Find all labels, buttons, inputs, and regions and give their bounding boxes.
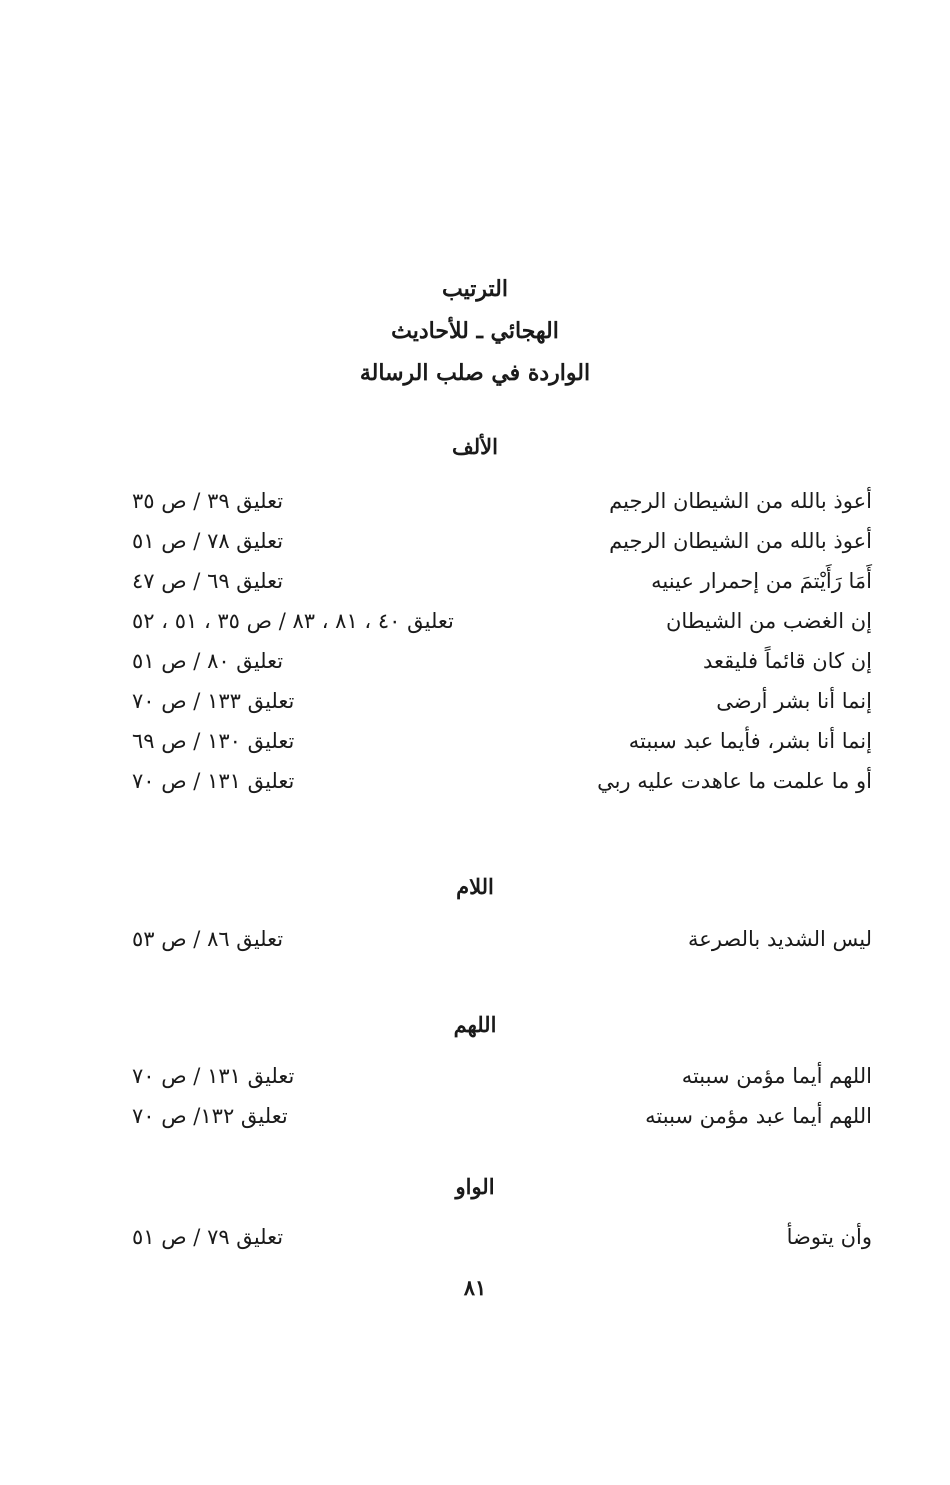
hadith-text: إن الغضب من الشيطان	[665, 609, 872, 633]
title-line-3: الواردة في صلب الرسالة	[359, 360, 591, 386]
index-entry	[0, 643, 950, 679]
index-entry	[0, 1098, 950, 1134]
hadith-text: اللهم أيما عبد مؤمن سببته	[645, 1104, 872, 1128]
title-line-1: الترتيب	[442, 276, 508, 302]
hadith-text: اللهم أيما مؤمن سببته	[681, 1064, 872, 1088]
hadith-text: وأن يتوضأ	[786, 1225, 872, 1249]
reference: تعليق ٨٦ / ص ٥٣	[132, 927, 284, 951]
hadith-text: ليس الشديد بالصرعة	[688, 927, 872, 951]
reference: تعليق ١٣٢/ ص ٧٠	[132, 1104, 288, 1128]
reference: تعليق ٤٠ ، ٨١ ، ٨٣ / ص ٣٥ ، ٥١ ، ٥٢	[132, 609, 454, 633]
reference: تعليق ٧٨ / ص ٥١	[132, 529, 284, 553]
index-entry	[0, 921, 950, 957]
index-entry	[0, 1058, 950, 1094]
index-entry	[0, 523, 950, 559]
page-title	[0, 268, 950, 394]
index-entry	[0, 763, 950, 799]
hadith-text: إنما أنا بشر أرضى	[716, 689, 872, 713]
page-number: ٨١	[463, 1275, 487, 1300]
hadith-text: أَمَا رَأَيْتمَ من إحمرار عينيه	[651, 569, 872, 593]
reference: تعليق ١٣١ / ص ٧٠	[132, 769, 295, 793]
reference: تعليق ٣٩ / ص ٣٥	[132, 489, 284, 513]
index-entry	[0, 683, 950, 719]
section-heading-allahumma: اللهم	[453, 1012, 497, 1037]
reference: تعليق ٧٩ / ص ٥١	[132, 1225, 284, 1249]
hadith-text: أعوذ بالله من الشيطان الرجيم	[609, 489, 872, 513]
reference: تعليق ١٣٣ / ص ٧٠	[132, 689, 295, 713]
section-heading-lam: اللام	[456, 874, 494, 899]
reference: تعليق ١٣٠ / ص ٦٩	[132, 729, 295, 753]
section-heading-alif: الألف	[452, 434, 498, 459]
title-line-2: الهجائي ـ للأحاديث	[391, 318, 559, 344]
index-entry	[0, 483, 950, 519]
hadith-text: إنما أنا بشر، فأيما عبد سببته	[628, 729, 872, 753]
reference: تعليق ٨٠ / ص ٥١	[132, 649, 284, 673]
index-entry	[0, 1219, 950, 1255]
reference: تعليق ٦٩ / ص ٤٧	[132, 569, 284, 593]
hadith-text: أعوذ بالله من الشيطان الرجيم	[609, 529, 872, 553]
hadith-text: أو ما علمت ما عاهدت عليه ربي	[597, 769, 872, 793]
hadith-text: إن كان قائماً فليقعد	[702, 649, 872, 673]
index-entry	[0, 603, 950, 639]
index-entry	[0, 563, 950, 599]
index-entry	[0, 723, 950, 759]
section-heading-waw: الواو	[455, 1174, 495, 1199]
reference: تعليق ١٣١ / ص ٧٠	[132, 1064, 295, 1088]
